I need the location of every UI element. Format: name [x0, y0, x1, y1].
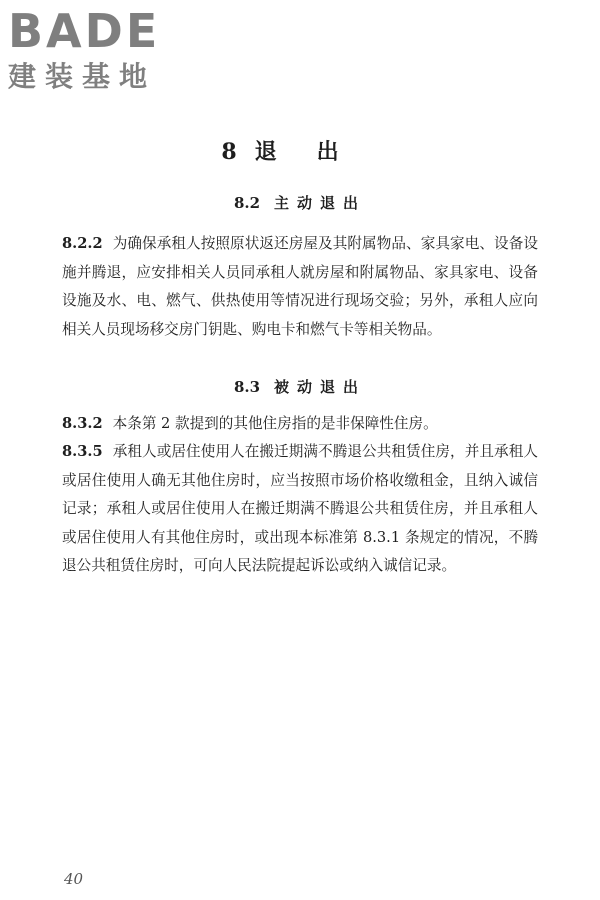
section-title: 被动退出 — [274, 378, 367, 396]
section-number: 8.3 — [233, 378, 261, 396]
clause-text: 为确保承租人按照原状返还房屋及其附属物品、家具家电、设备设施并腾退，应安排相关人员同承租人就房屋和附属物品、家具家电、设备设施及水、电、燃气、供热使用等情况进行现场交验；另外，承租人应向相关人员现场移交房门钥匙、购电卡和燃气卡等相关物品。 — [62, 235, 538, 338]
chapter-title: 退出 — [254, 139, 379, 165]
section-number: 8.2 — [233, 194, 261, 212]
logo-mark: BADE — [8, 4, 161, 58]
publisher-logo — [8, 6, 178, 94]
logo-subtitle: 建装基地 — [8, 60, 157, 93]
section-heading — [0, 193, 600, 213]
clause-text: 本条第 2 款提到的其他住房指的是非保障性住房。 — [112, 415, 438, 432]
clause-number: 8.3.5 — [62, 443, 103, 460]
section-title: 主动退出 — [274, 194, 367, 212]
section-heading — [0, 377, 600, 397]
chapter-heading — [0, 138, 600, 166]
clause-number: 8.2.2 — [62, 235, 103, 252]
clause-text: 承租人或居住使用人在搬迁期满不腾退公共租赁住房，并且承租人或居住使用人确无其他住房时，应当按照市场价格收缴租金，且纳入诚信记录；承租人或居住使用人在搬迁期满不腾退公共租赁住房，并且承租人或居住使用人有其他住房时，或出现本标准第 8.3.1 条规定的情况，不腾退公共租赁住房时，可向人民法院提起诉讼或纳入诚信记录。 — [62, 443, 538, 574]
clause-paragraph — [62, 230, 538, 344]
chapter-number: 8 — [221, 139, 237, 165]
clause-number: 8.3.2 — [62, 415, 103, 432]
clause-paragraph — [62, 438, 538, 581]
page-number: 40 — [64, 870, 84, 888]
clause-paragraph — [62, 410, 538, 439]
